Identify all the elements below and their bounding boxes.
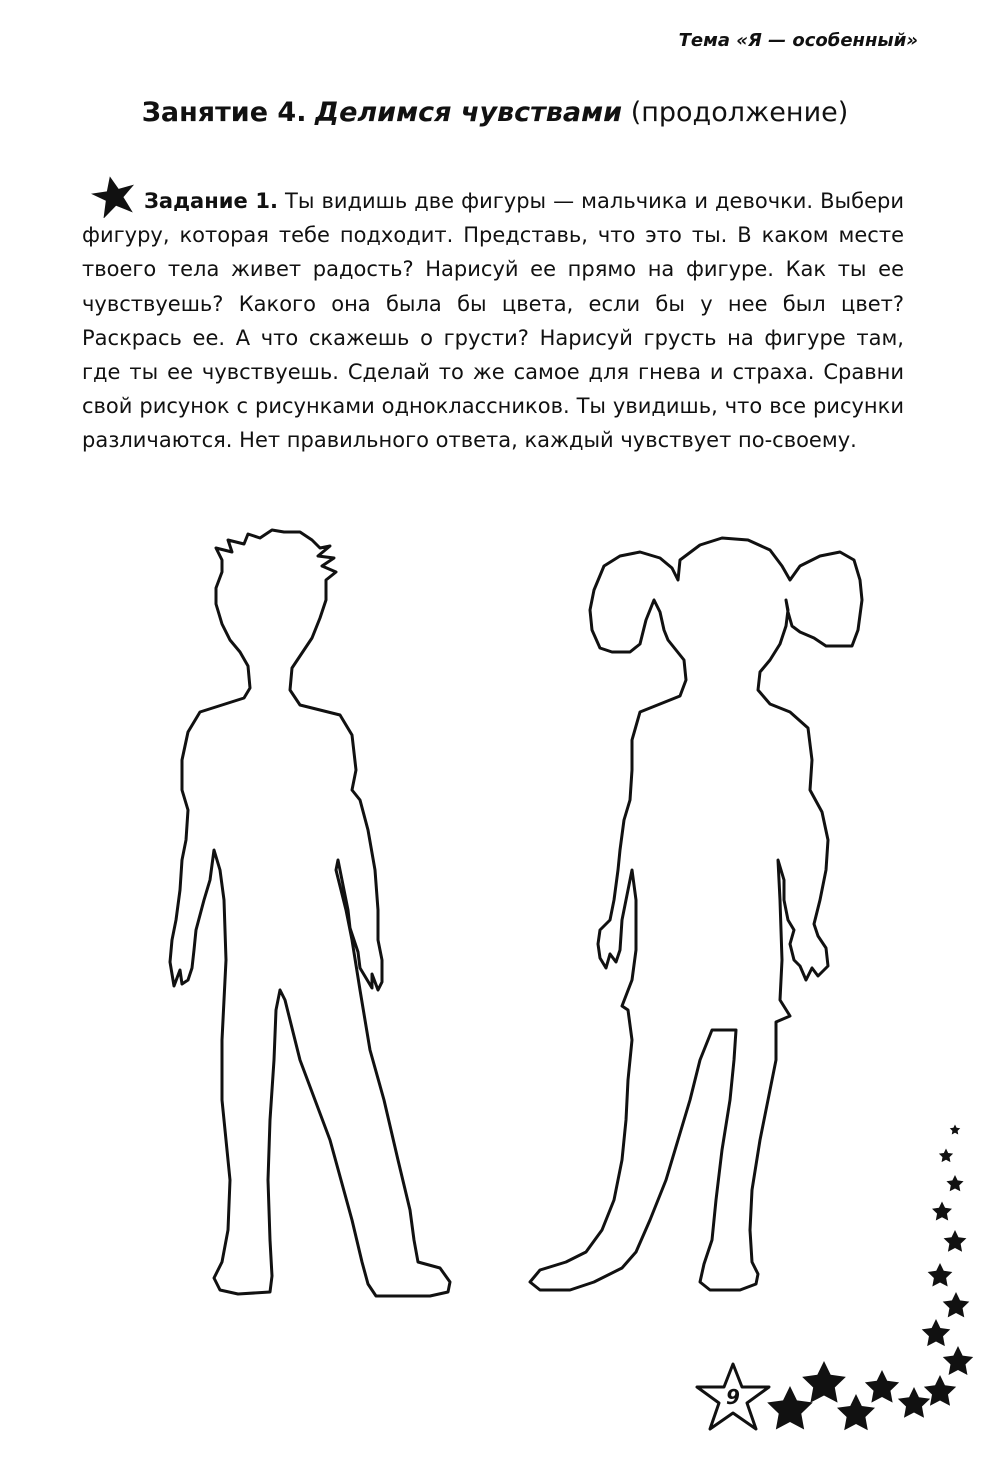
page-number: 9 [726, 1385, 740, 1409]
running-header: Тема «Я — особенный» [678, 30, 918, 51]
task-text: Ты видишь две фигуры — мальчика и девочки. Выбери фигуру, которая тебе подходит. Представь, что это ты. В каком месте твоего тела живет радость? Нарисуй ее прямо на фигуре. Как ты ее чувствуешь? Какого она была бы цвета, если бы у нее был цвет? Раскрась ее. А что скажешь о грусти? Нарисуй грусть на фигуре там, где ты ее чувствуешь. Сделай то же самое для гнева и страха. Сравни свой рисунок с рисунками одноклассников. Ты увидишь, что все рисунки различаются. Нет правильного ответа, каждый чувствует по-своему. [82, 189, 904, 453]
task-label: Задание 1. [144, 189, 278, 213]
lesson-name: Делимся чувствами [315, 97, 623, 128]
lesson-number: Занятие 4. [141, 97, 307, 128]
star-trail [767, 1125, 973, 1431]
page-number-badge [694, 1361, 772, 1433]
lesson-suffix: (продолжение) [630, 97, 849, 128]
